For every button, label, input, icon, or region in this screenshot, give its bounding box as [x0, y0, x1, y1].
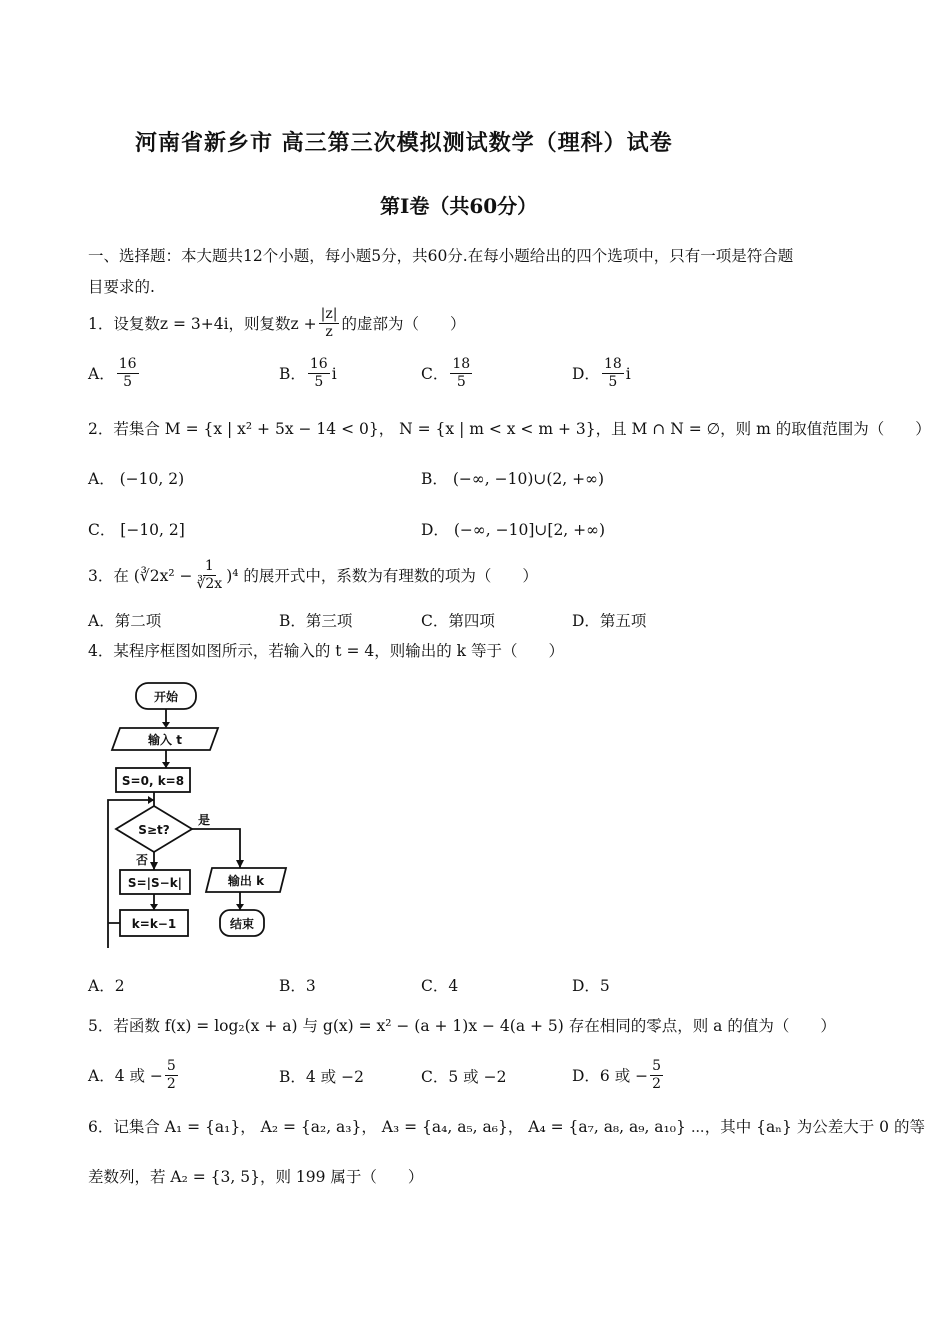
q2-option-b: B． (−∞, −10)∪(2, +∞) [421, 470, 605, 488]
q3-option-c: C．第四项 [421, 612, 495, 630]
question-4: 4．某程序框图如图所示，若输入的 t = 4，则输出的 k 等于（ ） [88, 642, 564, 660]
q1-c-den: 5 [456, 374, 466, 390]
q5-option-a [88, 1058, 180, 1093]
q3-option-a: A．第二项 [88, 612, 162, 630]
q5-option-c: C．5 或 −2 [421, 1068, 507, 1086]
q1-prefix: 1．设复数z = 3+4i，则复数z + [88, 314, 317, 333]
question-3 [88, 558, 538, 593]
question-5: 5．若函数 f(x) = log₂(x + a) 与 g(x) = x² − (a + 1)x − 4(a + 5) 存在相同的零点，则 a 的值为（ ） [88, 1017, 836, 1035]
q1-suffix: 的虚部为（ ） [341, 314, 466, 333]
question-6-line-1: 6．记集合 A₁ = {a₁}， A₂ = {a₂, a₃}， A₃ = {a₄, a₅, a₆}， A₄ = {a₇, a₈, a₉, a₁₀} ⋯，其中 {aₙ} 为公差大于 0 的等 [88, 1118, 925, 1136]
q3-prefix: 3．在 (∛2x² − [88, 566, 193, 585]
q1-d-suffix: i [625, 364, 631, 383]
q1-c-label: C． [421, 364, 449, 383]
question-2: 2．若集合 M = {x | x² + 5x − 14 < 0}， N = {x | m < x < m + 3}，且 M ∩ N = ∅，则 m 的取值范围为（ ） [88, 420, 931, 438]
flow-no-label: 否 [136, 853, 149, 867]
q1-option-b [279, 356, 337, 391]
q1-a-label: A． [88, 364, 115, 383]
q1-frac-num: |z| [320, 306, 338, 322]
page-title: 河南省新乡市 高三第三次模拟测试数学（理科）试卷 [135, 130, 673, 156]
q5-d-prefix: D．6 或 − [572, 1066, 649, 1085]
q3-option-b: B．第三项 [279, 612, 353, 630]
flow-init-label: S=0, k=8 [121, 774, 185, 788]
q5-a-prefix: A．4 或 − [88, 1066, 163, 1085]
instructions-line-1: 一、选择题：本大题共12个小题，每小题5分，共60分.在每小题给出的四个选项中，只有一项是符合题 [88, 247, 794, 265]
q4-option-d: D．5 [572, 977, 610, 995]
flow-input-label: 输入 t [148, 733, 182, 747]
q1-option-a [88, 356, 141, 391]
flow-start-label: 开始 [153, 690, 179, 704]
q5-d-num: 5 [652, 1058, 662, 1074]
q2-option-c: C． [−10, 2] [88, 521, 185, 539]
q5-d-den: 2 [652, 1076, 662, 1092]
q3-frac-den: ∛2x [196, 576, 223, 592]
q1-option-c [421, 356, 474, 391]
question-6-line-2: 差数列，若 A₂ = {3, 5}，则 199 属于（ ） [88, 1168, 424, 1186]
q3-option-d: D．第五项 [572, 612, 647, 630]
q3-frac-num: 1 [204, 558, 214, 574]
q3-suffix: )⁴ 的展开式中，系数为有理数的项为（ ） [226, 566, 538, 585]
flow-decrement-label: k=k−1 [131, 917, 177, 931]
question-1 [88, 306, 465, 341]
q1-fraction [319, 306, 340, 341]
flow-end-label: 结束 [229, 917, 255, 931]
q2-option-a: A． (−10, 2) [88, 470, 185, 488]
q5-option-b: B．4 或 −2 [279, 1068, 364, 1086]
q4-option-c: C．4 [421, 977, 459, 995]
flow-yes-label: 是 [198, 813, 211, 827]
flow-output-label: 输出 k [227, 874, 265, 888]
q1-option-d [572, 356, 631, 391]
q1-a-num: 16 [118, 356, 137, 372]
q4-option-a: A．2 [88, 977, 125, 995]
q1-d-den: 5 [608, 374, 618, 390]
q1-b-suffix: i [331, 364, 337, 383]
instructions-line-2: 目要求的. [88, 278, 155, 296]
q4-option-b: B．3 [279, 977, 316, 995]
flowchart [100, 678, 300, 958]
q1-d-num: 18 [603, 356, 622, 372]
section-subtitle: 第Ⅰ卷（共60分） [380, 194, 538, 218]
q1-a-den: 5 [123, 374, 133, 390]
q1-b-num: 16 [309, 356, 328, 372]
q2-option-d: D． (−∞, −10]∪[2, +∞) [421, 521, 606, 539]
q1-frac-den: z [325, 324, 333, 340]
q1-b-label: B． [279, 364, 306, 383]
q5-a-den: 2 [166, 1076, 176, 1092]
q5-a-num: 5 [166, 1058, 176, 1074]
q5-option-d [572, 1058, 665, 1093]
q1-d-label: D． [572, 364, 600, 383]
q1-b-den: 5 [314, 374, 324, 390]
flow-condition-label: S≥t? [138, 823, 170, 837]
flow-update-label: S=|S−k| [127, 876, 183, 890]
q1-c-num: 18 [452, 356, 471, 372]
